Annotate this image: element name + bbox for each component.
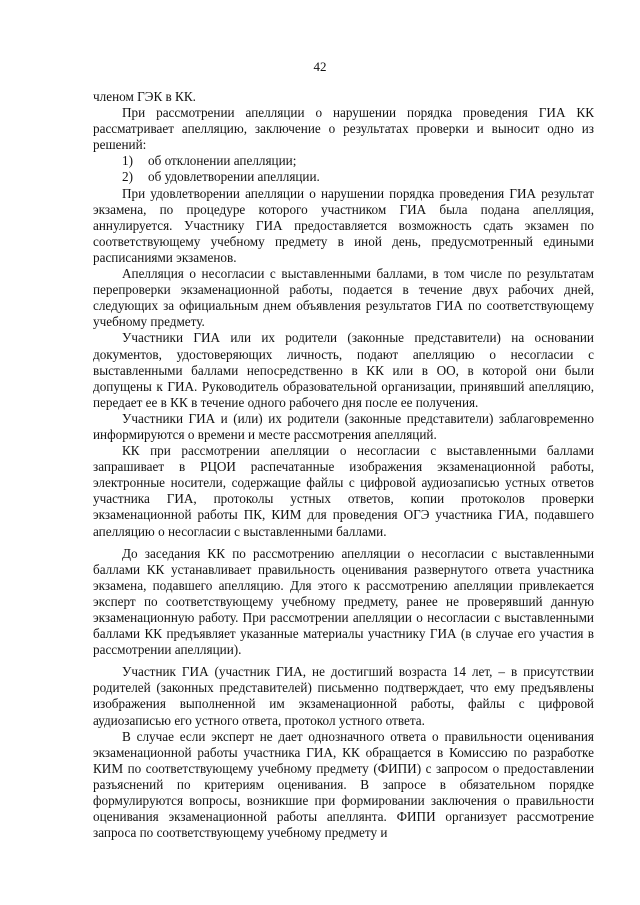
paragraph: Участники ГИА и (или) их родители (законные представители) заблаговременно информируются о времени и месте рассмотрения апелляций.	[93, 410, 594, 442]
list-item-number: 1)	[122, 153, 133, 169]
list-item	[93, 169, 594, 185]
paragraph: Участники ГИА или их родители (законные представители) на основании документов, удостоверяющих личность, подают апелляцию о несогласии с выставленными баллами непосредственно в КК или в ОО, в которой они были допущены к ГИА. Руководитель образовательной организации, принявший апелляцию, передает ее в КК в течение одного рабочего дня после ее получения.	[93, 330, 594, 410]
list-item-number: 2)	[122, 169, 133, 185]
page-body	[93, 89, 594, 841]
paragraph: При удовлетворении апелляции о нарушении порядка проведения ГИА результат экзамена, по процедуре которого участником ГИА была подана апелляция, аннулируется. Участнику ГИА предоставляется возможность сдать экзамен по соответствующему учебному предмету в иной день, предусмотренный едиными расписаниями экзаменов.	[93, 185, 594, 265]
paragraph: До заседания КК по рассмотрению апелляции о несогласии с выставленными баллами КК устанавливает правильность оценивания развернутого ответа участника экзамена, подавшего апелляцию. Для этого к рассмотрению апелляции привлекается эксперт по соответствующему учебному предмету, ранее не проверявший данную экзаменационную работу. При рассмотрении апелляции о несогласии с выставленными баллами КК предъявляет указанные материалы участнику ГИА (в случае его участия в рассмотрении апелляции).	[93, 545, 594, 658]
list-item-text: об удовлетворении апелляции.	[148, 169, 320, 185]
paragraph: членом ГЭК в КК.	[93, 89, 196, 104]
paragraph: В случае если эксперт не дает однозначного ответа о правильности оценивания экзаменационной работы участника ГИА, КК обращается в Комиссию по разработке КИМ по соответствующему учебному предмету (ФИПИ) с запросом о предоставлении разъяснений по критериям оценивания. В запросе в обязательном порядке формулируются вопросы, возникшие при формировании заключения о правильности оценивания экзаменационной работы апеллянта. ФИПИ организует рассмотрение запроса по соответствующему учебному предмету и	[93, 728, 594, 841]
paragraph: Участник ГИА (участник ГИА, не достигший возраста 14 лет, – в присутствии родителей (законных представителей) письменно подтверждает, что ему предъявлены изображения выполненной им экзаменационной работы, файлы с цифровой аудиозаписью его устного ответа, протокол устного ответа.	[93, 664, 594, 728]
paragraph: Апелляция о несогласии с выставленными баллами, в том числе по результатам перепроверки экзаменационной работы, подается в течение двух рабочих дней, следующих за официальным днем объявления результатов ГИА по соответствующему учебному предмету.	[93, 266, 594, 330]
page-number: 42	[313, 59, 327, 74]
list-item	[93, 153, 594, 169]
paragraph: При рассмотрении апелляции о нарушении порядка проведения ГИА КК рассматривает апелляцию, заключение о результатах проверки и выносит одно из решений:	[93, 105, 594, 153]
list-item-text: об отклонении апелляции;	[148, 153, 297, 169]
paragraph: КК при рассмотрении апелляции о несогласии с выставленными баллами запрашивает в РЦОИ распечатанные изображения экзаменационной работы, электронные носители, содержащие файлы с цифровой аудиозаписью устных ответов участника ГИА, протоколы устных ответов, копии протоколов проверки экзаменационной работы ПК, КИМ для проведения ОГЭ участника ГИА, подавшего апелляцию о несогласии с выставленными баллами.	[93, 443, 594, 539]
